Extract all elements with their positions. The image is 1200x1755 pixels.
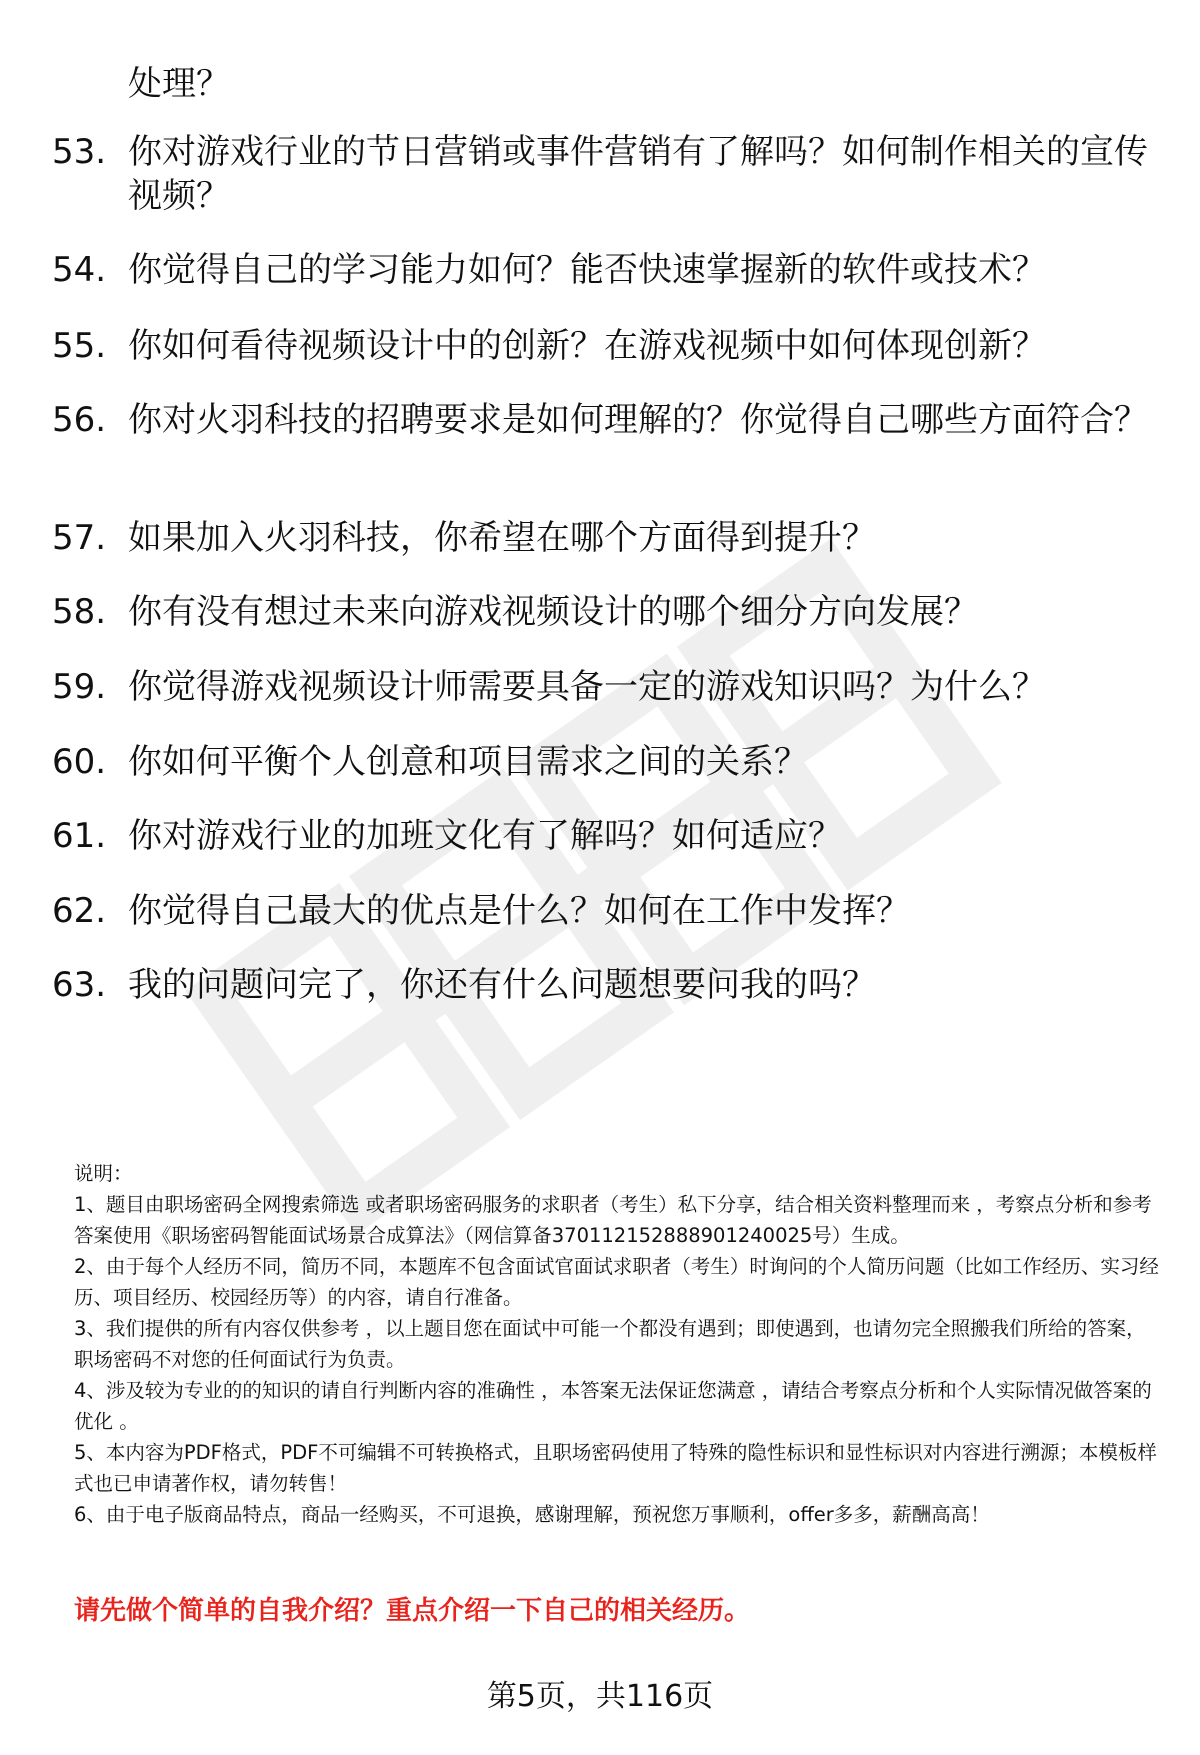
question-number: 63. <box>52 965 107 1005</box>
question-item-58 <box>52 590 1152 634</box>
question-number: 62. <box>52 891 107 931</box>
question-item-53 <box>52 130 1152 218</box>
notes-heading: 说明： <box>74 1162 133 1185</box>
question-number: 53. <box>52 132 107 172</box>
question-number: 61. <box>52 816 107 856</box>
question-item-56 <box>52 398 1152 442</box>
question-number: 59. <box>52 667 107 707</box>
question-text: 你觉得游戏视频设计师需要具备一定的游戏知识吗？为什么？ <box>128 667 1046 707</box>
note-item-6: 6、由于电子版商品特点，商品一经购买，不可退换，感谢理解，预祝您万事顺利，offer多多，薪酬高高！ <box>74 1503 990 1526</box>
question-item-62 <box>52 889 1152 933</box>
question-text: 如果加入火羽科技，你希望在哪个方面得到提升？ <box>128 518 876 558</box>
question-number: 54. <box>52 250 107 290</box>
question-item-57 <box>52 516 1152 560</box>
question-number: 57. <box>52 518 107 558</box>
question-text: 你对火羽科技的招聘要求是如何理解的？你觉得自己哪些方面符合？ <box>128 400 1148 440</box>
note-item-1: 1、题目由职场密码全网搜索筛选 或者职场密码服务的求职者（考生）私下分享，结合相关资料整理而来 ，考察点分析和参考答案使用《职场密码智能面试场景合成算法》（网信算备370112152888901240025号）生成。 <box>74 1193 1152 1247</box>
highlight-question: 请先做个简单的自我介绍？重点介绍一下自己的相关经历。 <box>74 1596 751 1626</box>
note-item-3: 3、我们提供的所有内容仅供参考 ，以上题目您在面试中可能一个都没有遇到；即使遇到，也请勿完全照搬我们所给的答案，职场密码不对您的任何面试行为负责。 <box>74 1317 1146 1371</box>
question-item-55 <box>52 324 1152 368</box>
question-item-60 <box>52 740 1152 784</box>
question-number: 60. <box>52 742 107 782</box>
question-number: 58. <box>52 592 107 632</box>
question-text: 你如何平衡个人创意和项目需求之间的关系？ <box>128 742 808 782</box>
question-item-54 <box>52 248 1152 292</box>
notes-section <box>74 1158 1160 1530</box>
question-number: 55. <box>52 326 107 366</box>
question-text: 你对游戏行业的加班文化有了解吗？如何适应？ <box>128 816 842 856</box>
note-item-5: 5、本内容为PDF格式，PDF不可编辑不可转换格式，且职场密码使用了特殊的隐性标识和显性标识对内容进行溯源；本模板样式也已申请著作权，请勿转售！ <box>74 1441 1157 1495</box>
question-number: 56. <box>52 400 107 440</box>
question-text: 你对游戏行业的节日营销或事件营销有了解吗？如何制作相关的宣传视频？ <box>128 132 1148 216</box>
page-number-footer: 第5页，共116页 <box>486 1679 714 1714</box>
note-item-4: 4、涉及较为专业的的知识的请自行判断内容的准确性 ，本答案无法保证您满意 ，请结合考察点分析和个人实际情况做答案的优化 。 <box>74 1379 1152 1433</box>
question-item-61 <box>52 814 1152 858</box>
question-text: 你有没有想过未来向游戏视频设计的哪个细分方向发展？ <box>128 592 978 632</box>
question-52-continuation: 处理？ <box>128 64 230 104</box>
question-text: 你如何看待视频设计中的创新？在游戏视频中如何体现创新？ <box>128 326 1046 366</box>
question-item-59 <box>52 665 1152 709</box>
question-text: 你觉得自己的学习能力如何？能否快速掌握新的软件或技术？ <box>128 250 1046 290</box>
question-text: 我的问题问完了，你还有什么问题想要问我的吗？ <box>128 965 876 1005</box>
question-item-63 <box>52 963 1152 1007</box>
note-item-2: 2、由于每个人经历不同，简历不同，本题库不包含面试官面试求职者（考生）时询问的个人简历问题（比如工作经历、实习经历、项目经历、校园经历等）的内容，请自行准备。 <box>74 1255 1159 1309</box>
question-text: 你觉得自己最大的优点是什么？如何在工作中发挥？ <box>128 891 910 931</box>
